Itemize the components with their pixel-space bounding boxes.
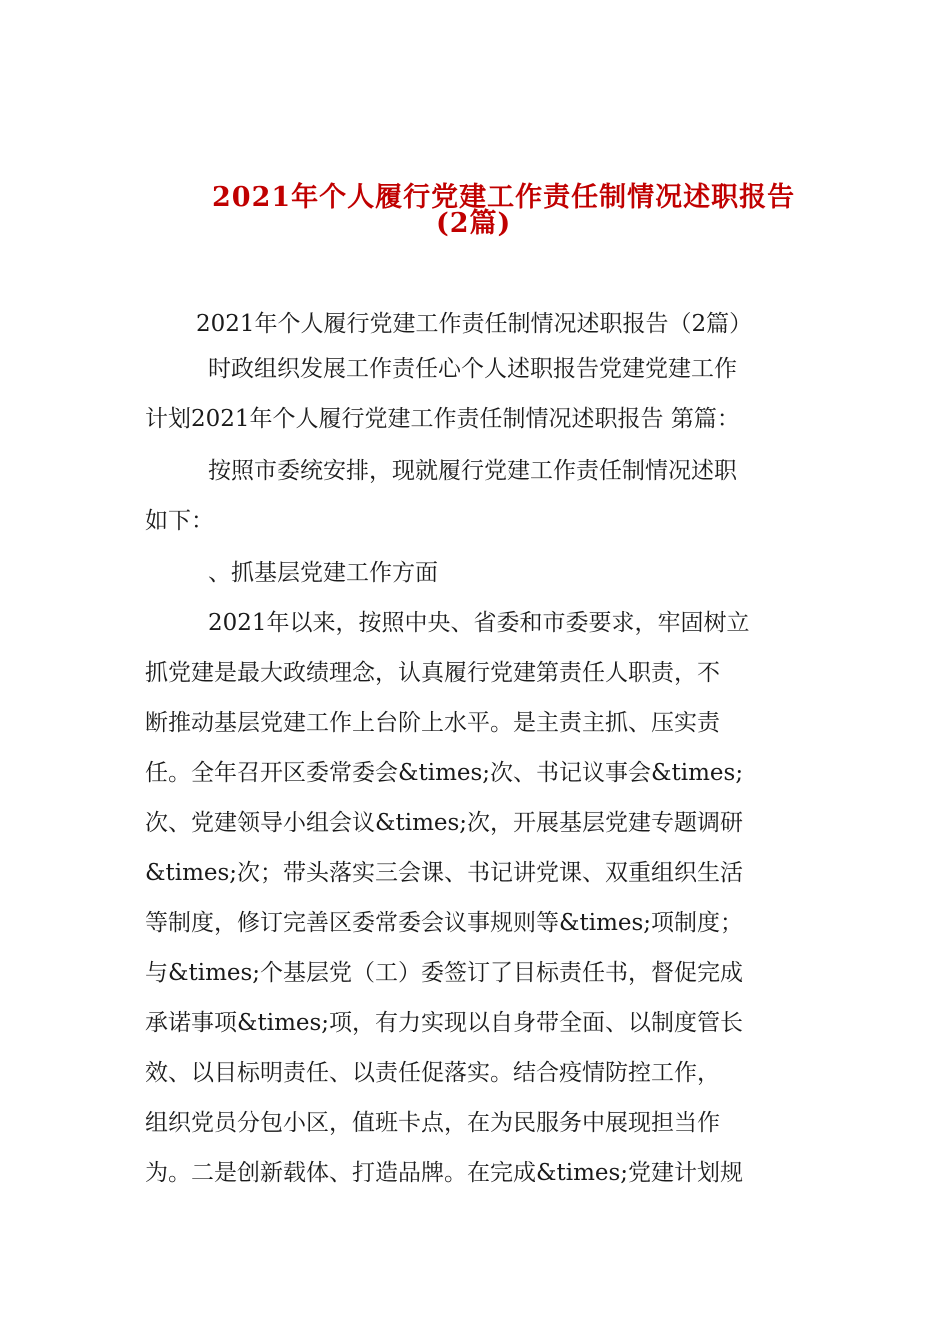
body-line: 如下： [145,508,214,534]
body-line: 、抓基层党建工作方面 [208,560,438,586]
body-line: 为。二是创新载体、打造品牌。在完成&times;党建计划规 [145,1160,744,1186]
title-line-2: (2篇) [436,208,512,239]
title-line-1: 2021年个人履行党建工作责任制情况述职报告 [212,182,796,213]
body-line: 断推动基层党建工作上台阶上水平。是主责主抓、压实责 [145,710,720,736]
body-line: 2021年个人履行党建工作责任制情况述职报告（2篇） [196,311,753,337]
body-line: 效、以目标明责任、以责任促落实。结合疫情防控工作， [145,1060,720,1086]
body-line: 抓党建是最大政绩理念，认真履行党建第责任人职责，不 [145,660,720,686]
body-line: 组织党员分包小区，值班卡点，在为民服务中展现担当作 [145,1110,720,1136]
body-line: 与&times;个基层党（工）委签订了目标责任书，督促完成 [145,960,744,986]
body-line: 时政组织发展工作责任心个人述职报告党建党建工作 [208,356,737,382]
body-line: 计划2021年个人履行党建工作责任制情况述职报告 第篇： [145,406,740,432]
body-line: 承诺事项&times;项，有力实现以自身带全面、以制度管长 [145,1010,744,1036]
body-line: 按照市委统安排，现就履行党建工作责任制情况述职 [208,458,737,484]
body-line: 次、党建领导小组会议&times;次，开展基层党建专题调研 [145,810,744,836]
body-line: 任。全年召开区委常委会&times;次、书记议事会&times; [145,760,744,786]
body-line: &times;次；带头落实三会课、书记讲党课、双重组织生活 [145,860,744,886]
body-line: 2021年以来，按照中央、省委和市委要求，牢固树立 [208,610,750,636]
body-line: 等制度，修订完善区委常委会议事规则等&times;项制度； [145,910,744,936]
